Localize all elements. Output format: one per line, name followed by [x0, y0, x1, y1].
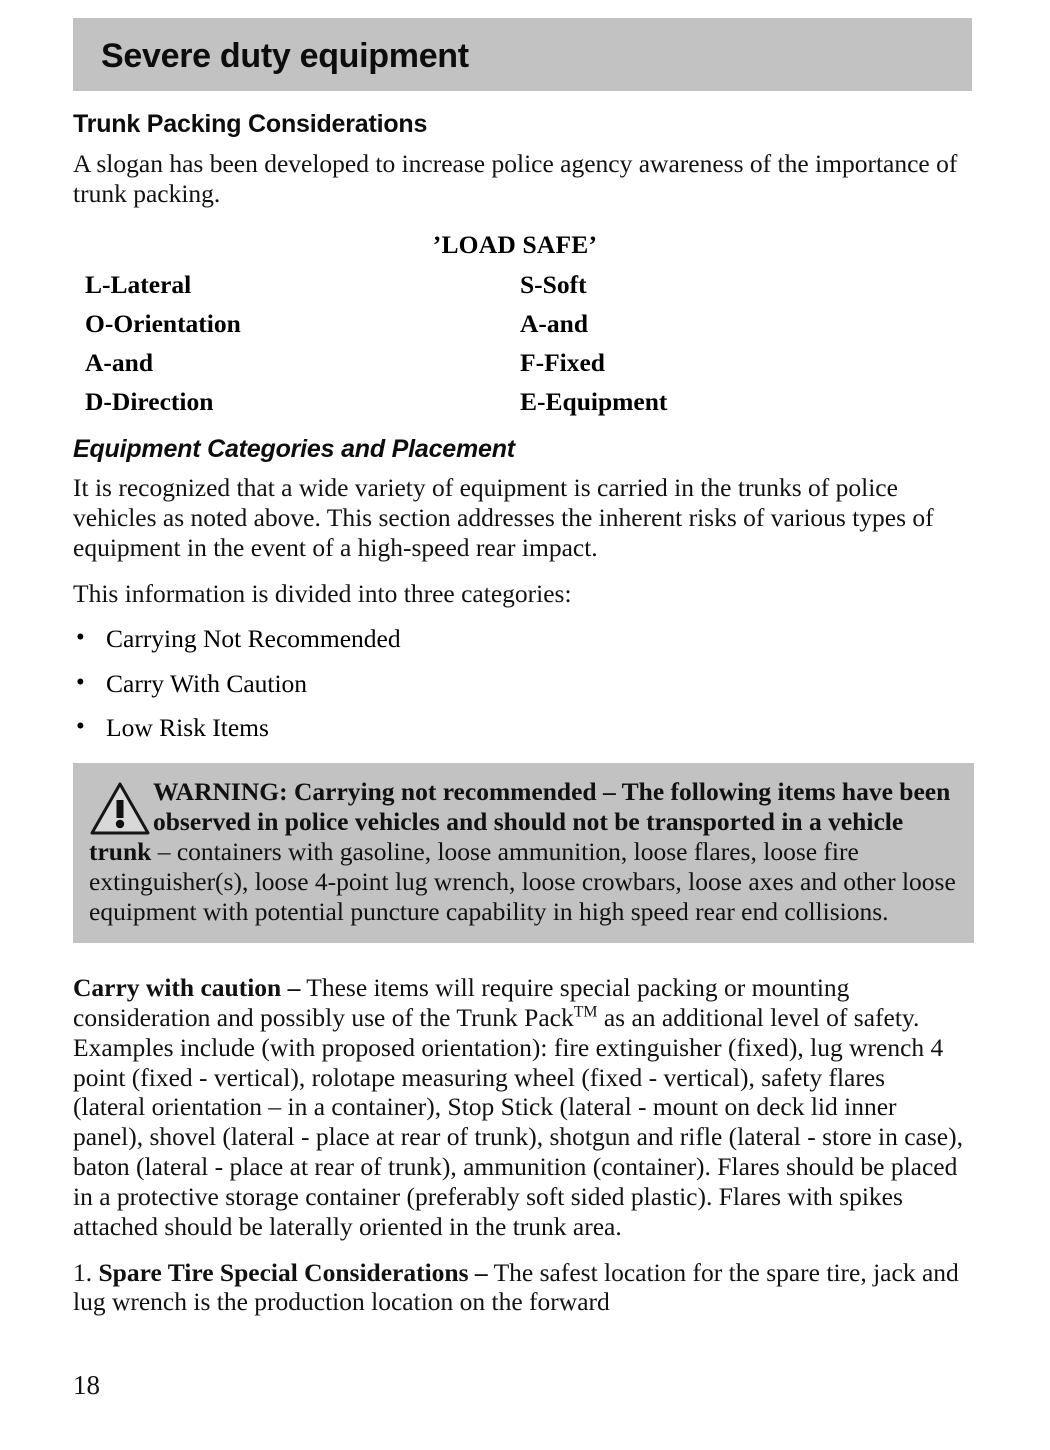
acronym-right-cell: A-and	[520, 309, 589, 339]
acronym-row	[73, 309, 963, 339]
warning-triangle-icon	[89, 781, 151, 837]
paragraph-spare-tire	[73, 1258, 963, 1318]
acronym-right-cell: S-Soft	[520, 270, 587, 300]
paragraph-equipment-intro: It is recognized that a wide variety of equipment is carried in the trunks of police vehicles as noted above. This section addresses the inherent risks of various types of equipment in the event of a high-speed rear impact.	[73, 473, 934, 562]
paragraph-categories-lead: This information is divided into three categories:	[73, 578, 572, 608]
load-safe-acronym-block	[73, 230, 963, 417]
spare-tire-number: 1.	[73, 1257, 93, 1287]
list-item: • Carry With Caution	[73, 669, 963, 699]
page-title: Severe duty equipment	[101, 36, 469, 75]
acronym-title: ’LOAD SAFE’	[432, 230, 598, 260]
warning-bold-text: WARNING: Carrying not recommended – The following items have been observed in police vehicles and should not be transported in a vehicle trunk	[89, 776, 951, 866]
section-heading-trunk-packing: Trunk Packing Considerations	[73, 110, 428, 138]
acronym-right-cell: E-Equipment	[520, 387, 668, 417]
acronym-left-cell: A-and	[85, 348, 154, 378]
page-number: 18	[73, 1370, 100, 1400]
acronym-left-cell: O-Orientation	[85, 309, 241, 339]
spare-tire-body: The safest location for the spare tire, jack and lug wrench is the production location on the forward	[73, 1257, 959, 1317]
list-item: • Carrying Not Recommended	[73, 624, 963, 654]
list-item: • Low Risk Items	[73, 713, 963, 743]
warning-callout-box	[73, 763, 974, 943]
carry-caution-body-1: These items will require special packing or mounting consideration and possibly use of the Trunk Pack	[73, 973, 850, 1032]
warning-text	[89, 777, 958, 927]
warning-rest-text: – containers with gasoline, loose ammunition, loose flares, loose fire extinguisher(s), loose 4-point lug wrench, loose crowbars, loose axes and other loose equipment with potential puncture capability in high speed rear end collisions.	[89, 836, 956, 927]
section-heading-equipment-categories: Equipment Categories and Placement	[73, 435, 515, 464]
acronym-row	[73, 348, 963, 378]
paragraph-slogan-intro: A slogan has been developed to increase police agency awareness of the importance of trunk packing.	[73, 148, 958, 208]
page-header-banner	[73, 18, 972, 91]
acronym-left-cell: D-Direction	[85, 387, 214, 417]
acronym-row	[73, 270, 963, 300]
carry-caution-lead: Carry with caution –	[73, 973, 301, 1003]
carry-caution-body-2: as an additional level of safety. Examples include (with proposed orientation): fire extinguisher (fixed), lug wrench 4 point (fixed - vertical), rolotape measuring wheel (fixed - vertical), safety flares (lateral orientation – in a container), Stop Stick (lateral - mount on deck lid inner panel), shovel (lateral - place at rear of trunk), shotgun and rifle (lateral - store in case), baton (lateral - place at rear of trunk), ammunition (container). Flares should be placed in a protective storage container (preferably soft sided plastic). Flares with spikes attached should be laterally oriented in the trunk area.	[73, 1002, 963, 1241]
page-content	[73, 110, 963, 1333]
acronym-row	[73, 387, 963, 417]
paragraph-carry-with-caution	[73, 973, 963, 1241]
trademark-symbol: TM	[573, 1003, 598, 1021]
acronym-right-cell: F-Fixed	[520, 348, 605, 378]
acronym-left-cell: L-Lateral	[85, 270, 192, 300]
categories-list	[73, 624, 963, 742]
spare-tire-lead: Spare Tire Special Considerations –	[92, 1257, 488, 1287]
